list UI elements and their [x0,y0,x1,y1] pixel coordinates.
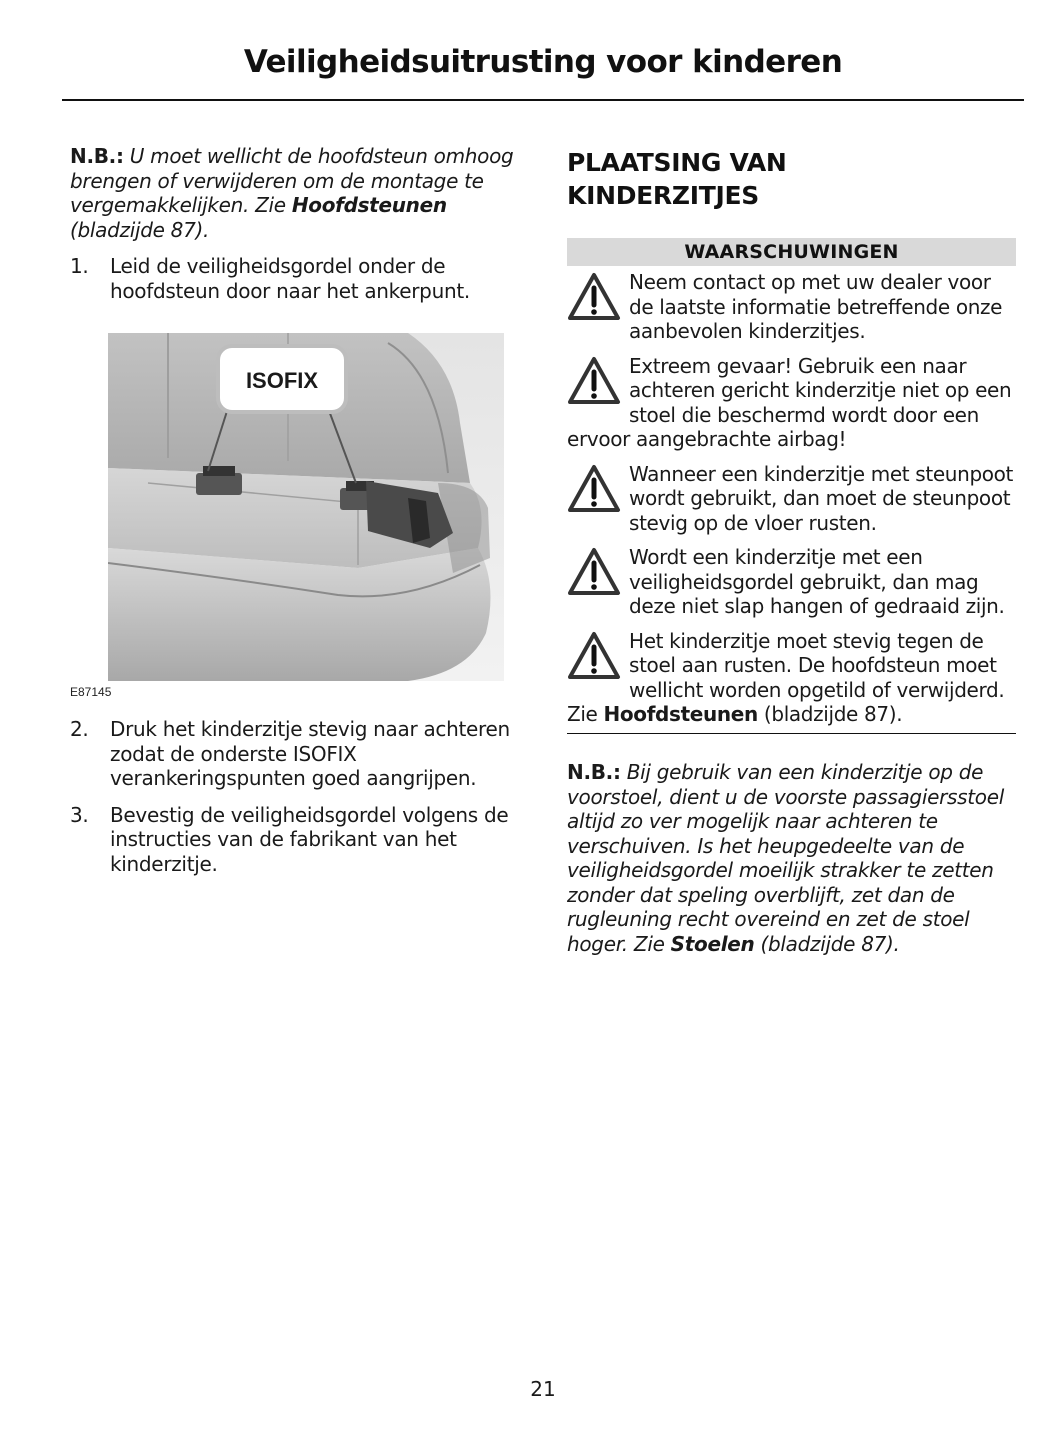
section-title [567,146,1016,212]
note-text: Bij gebruik van een kinderzitje op de voorstoel, dient u de voorste passagiersstoel altijd zo ver mogelijk naar achteren te verschuiven. Is het heupgedeelte van de veiligheidsgordel moeilijk strakker te zetten zonder dat speling overblijft, zet dan de rugleuning recht overeind en zet de stoel hoger. Zie [567,760,1004,956]
note-label: N.B.: [567,760,621,784]
note-text: U moet wellicht de hoofdsteun omhoog brengen of verwijderen om de montage te vergemakkelijken. Zie [70,144,514,217]
step-2 [70,717,526,791]
warning-triangle-icon [567,631,621,681]
warning-item [567,462,1016,536]
note-link[interactable]: Hoofdsteunen [291,193,447,217]
page-number: 21 [530,1377,556,1401]
left-column [70,144,526,876]
warning-triangle-icon [567,272,621,322]
warning-text: Neem contact op met uw dealer voor de laatste informatie betreffende onze aanbevolen kinderzitjes. [629,270,1003,343]
step-text: Leid de veiligheidsgordel onder de hoofdsteun door naar het ankerpunt. [110,254,470,303]
title-rule [62,99,1024,101]
warning-text: Wordt een kinderzitje met een veiligheidsgordel gebruikt, dan mag deze niet slap hangen of gedraaid zijn. [629,545,1005,618]
section-title-line-2: KINDERZITJES [567,181,759,210]
isofix-seat-illustration [108,333,504,681]
warning-item [567,629,1016,727]
warning-ref: (bladzijde 87). [757,702,903,726]
note-label: N.B.: [70,144,124,168]
note-ref: (bladzijde 87). [754,931,900,956]
note-ref: (bladzijde 87). [70,217,210,242]
isofix-figure [108,333,504,681]
warning-text: Wanneer een kinderzitje met steunpoot wordt gebruikt, dan moet de steunpoot stevig op de vloer rusten. [629,461,1014,535]
step-3 [70,803,526,877]
step-text: Bevestig de veiligheidsgordel volgens de instructies van de fabrikant van het kinderzitje. [110,802,509,876]
warning-triangle-icon [567,464,621,514]
warning-text: Het kinderzitje moet stevig tegen de stoel aan rusten. De hoofdsteun moet wellicht worden opgetild of verwijderd. Zie [567,628,1005,726]
warning-item [567,545,1016,619]
note-paragraph [567,760,1016,956]
warnings-bottom-rule [567,733,1016,735]
step-number: 2. [70,717,89,741]
step-number: 1. [70,254,89,278]
step-1 [70,254,526,303]
warning-item [567,354,1016,452]
step-number: 3. [70,802,89,827]
step-text: Druk het kinderzitje stevig naar achteren zodat de onderste ISOFIX verankeringspunten goed aangrijpen. [110,717,510,790]
warnings-header: WAARSCHUWINGEN [567,238,1016,266]
figure-code: E87145 [70,685,112,699]
note-link[interactable]: Stoelen [670,931,755,956]
warning-item [567,270,1016,344]
warning-link[interactable]: Hoofdsteunen [603,702,758,726]
isofix-callout-label: ISOFIX [245,368,319,393]
warning-triangle-icon [567,547,621,597]
page-title: Veiligheidsuitrusting voor kinderen [243,44,843,80]
right-column [567,144,1016,956]
section-title-line-1: PLAATSING VAN [567,148,787,177]
warning-triangle-icon [567,356,621,406]
warning-text: Extreem gevaar! Gebruik een naar achteren gericht kinderzitje niet op een stoel die beschermd wordt door een ervoor aangebrachte airbag! [567,353,1012,451]
note-paragraph [70,144,526,242]
